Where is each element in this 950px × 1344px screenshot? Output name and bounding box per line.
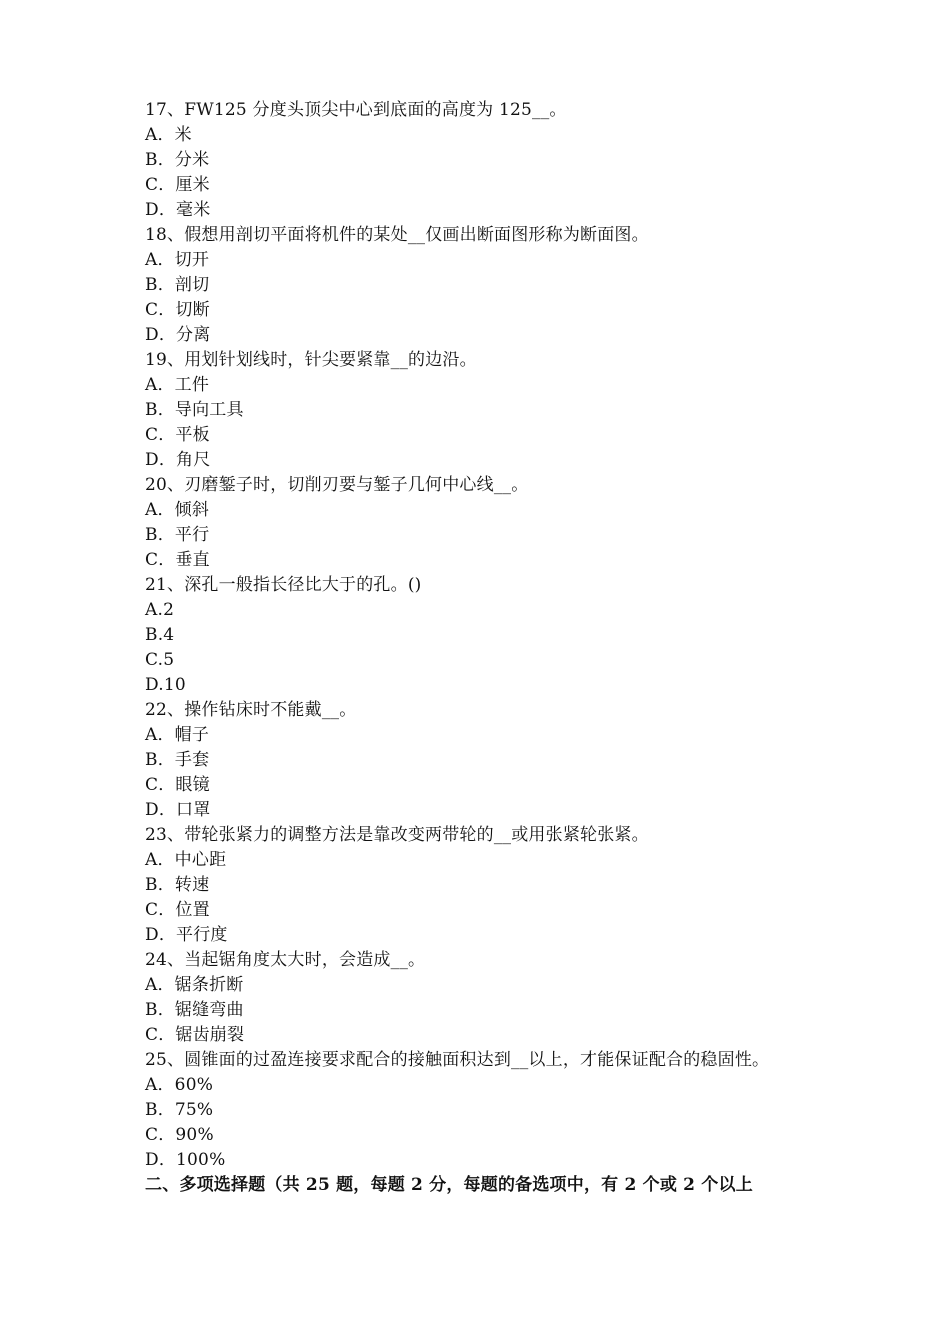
option-b: B．剖切 bbox=[145, 275, 210, 295]
option-b: B．锯缝弯曲 bbox=[145, 1000, 244, 1020]
question-stem: 17、FW125 分度头顶尖中心到底面的高度为 125__。 bbox=[145, 100, 567, 120]
question-stem: 23、带轮张紧力的调整方法是靠改变两带轮的__或用张紧轮张紧。 bbox=[145, 825, 649, 845]
option-d: D．口罩 bbox=[145, 800, 211, 820]
option-d: D．角尺 bbox=[145, 450, 211, 470]
option-c: C．位置 bbox=[145, 900, 210, 920]
option-d: D．分离 bbox=[145, 325, 211, 345]
option-d: D.10 bbox=[145, 675, 186, 695]
question-stem: 22、操作钻床时不能戴__。 bbox=[145, 700, 357, 720]
option-c: C．垂直 bbox=[145, 550, 210, 570]
option-b: B.4 bbox=[145, 625, 175, 645]
section-heading: 二、多项选择题（共 25 题，每题 2 分，每题的备选项中，有 2 个或 2 个以上 bbox=[145, 1175, 753, 1195]
question-stem: 19、用划针划线时，针尖要紧靠__的边沿。 bbox=[145, 350, 477, 370]
option-a: A．中心距 bbox=[145, 850, 227, 870]
option-a: A.2 bbox=[145, 600, 175, 620]
option-b: B．手套 bbox=[145, 750, 210, 770]
option-a: A．锯条折断 bbox=[145, 975, 244, 995]
option-a: A．米 bbox=[145, 125, 192, 145]
option-d: D．毫米 bbox=[145, 200, 211, 220]
option-c: C．锯齿崩裂 bbox=[145, 1025, 245, 1045]
question-stem: 21、深孔一般指长径比大于的孔。() bbox=[145, 575, 422, 595]
option-b: B．转速 bbox=[145, 875, 210, 895]
option-c: C.5 bbox=[145, 650, 175, 670]
option-b: B．75% bbox=[145, 1100, 214, 1120]
question-stem: 25、圆锥面的过盈连接要求配合的接触面积达到__以上，才能保证配合的稳固性。 bbox=[145, 1050, 770, 1070]
question-stem: 24、当起锯角度太大时，会造成__。 bbox=[145, 950, 426, 970]
option-a: A．工件 bbox=[145, 375, 210, 395]
option-a: A．倾斜 bbox=[145, 500, 210, 520]
option-a: A．帽子 bbox=[145, 725, 210, 745]
option-b: B．导向工具 bbox=[145, 400, 244, 420]
option-d: D．100% bbox=[145, 1150, 226, 1170]
option-a: A．60% bbox=[145, 1075, 214, 1095]
option-c: C．90% bbox=[145, 1125, 214, 1145]
option-c: C．切断 bbox=[145, 300, 210, 320]
option-b: B．平行 bbox=[145, 525, 210, 545]
option-a: A．切开 bbox=[145, 250, 210, 270]
option-c: C．平板 bbox=[145, 425, 210, 445]
question-stem: 18、假想用剖切平面将机件的某处__仅画出断面图形称为断面图。 bbox=[145, 225, 649, 245]
option-c: C．眼镜 bbox=[145, 775, 210, 795]
option-d: D．平行度 bbox=[145, 925, 228, 945]
question-stem: 20、刃磨錾子时，切削刃要与錾子几何中心线__。 bbox=[145, 475, 529, 495]
option-b: B．分米 bbox=[145, 150, 210, 170]
question-list bbox=[145, 98, 825, 1198]
option-c: C．厘米 bbox=[145, 175, 210, 195]
